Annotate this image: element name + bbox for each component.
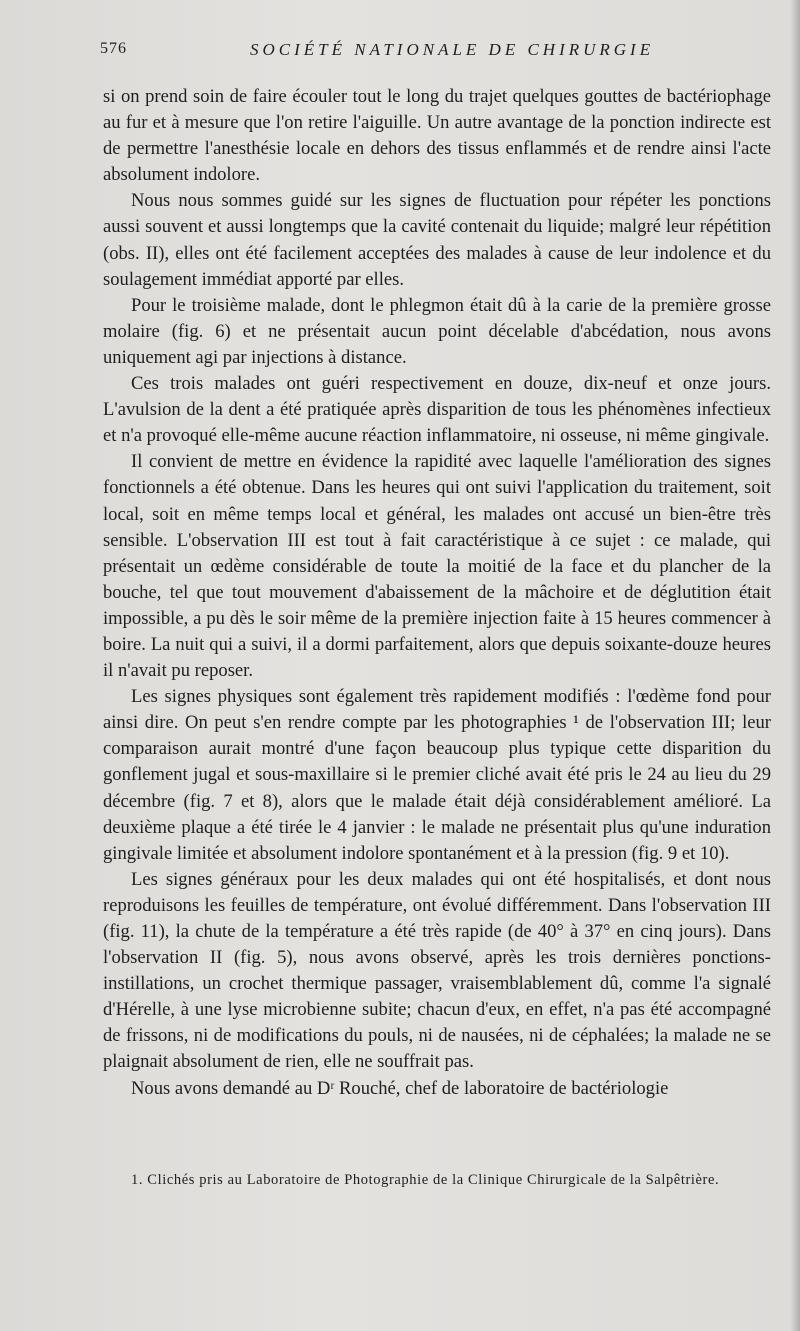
- page-edge-shadow: [790, 0, 800, 1331]
- running-title: SOCIÉTÉ NATIONALE DE CHIRURGIE: [250, 40, 655, 59]
- footnote: 1. Clichés pris au Laboratoire de Photographie de la Clinique Chirurgicale de la Salpêtrière.: [131, 1172, 720, 1188]
- page-number: 576: [100, 40, 127, 57]
- paragraph: Les signes généraux pour les deux malades qui ont été hospitalisés, et dont nous reproduisons les feuilles de température, ont évolué différemment. Dans l'observation III (fig. 11), la chute de la température a été très rapide (de 40° à 37° en cinq jours). Dans l'observation II (fig. 5), nous avons observé, après les trois dernières ponctions-instillations, un crochet thermique passager, vraisemblablement dû, comme l'a signalé d'Hérelle, à une lyse microbienne subite; chacun d'eux, en effet, n'a pas été accompagné de frissons, ni de modifications du pouls, ni de nausées, ni de céphalées; la malade ne se plaignait absolument de rien, elle ne souffrait pas.: [103, 868, 771, 1073]
- paragraph: Nous nous sommes guidé sur les signes de fluctuation pour répéter les ponctions aussi souvent et aussi longtemps que la cavité contenait du liquide; malgré leur répétition (obs. II), elles ont été facilement acceptées des malades à cause de leur indolence et du soulagement immédiat apporté par elles.: [103, 190, 771, 290]
- paragraph: Pour le troisième malade, dont le phlegmon était dû à la carie de la première grosse molaire (fig. 6) et ne présentait aucun point décelable d'abcédation, nous avons uniquement agi par injections à distance.: [103, 294, 771, 368]
- paragraph: Il convient de mettre en évidence la rapidité avec laquelle l'amélioration des signes fonctionnels a été obtenue. Dans les heures qui ont suivi l'application du traitement, soit local, soit en même temps local et général, les malades ont accusé un bien-être très sensible. L'observation III est tout à fait caractéristique à ce sujet : ce malade, qui présentait un œdème considérable de toute la moitié de la face et du plancher de la bouche, tel que tout mouvement d'abaissement de la mâchoire et de déglutition était impossible, a pu dès le soir même de la première injection faite à 15 heures commencer à boire. La nuit qui a suivi, il a dormi parfaitement, alors que depuis soixante-douze heures il n'avait pu reposer.: [103, 451, 771, 682]
- paragraph: Ces trois malades ont guéri respectivement en douze, dix-neuf et onze jours. L'avulsion de la dent a été pratiquée après disparition de tous les phénomènes infectieux et n'a provoqué elle-même aucune réaction inflammatoire, ni osseuse, ni même gingivale.: [103, 373, 771, 447]
- body-text: [103, 84, 771, 1102]
- paragraph: Nous avons demandé au Dʳ Rouché, chef de laboratoire de bactériologie: [131, 1077, 669, 1099]
- running-head: [100, 40, 780, 62]
- paragraph: Les signes physiques sont également très rapidement modifiés : l'œdème fond pour ainsi dire. On peut s'en rendre compte par les photographies ¹ de l'observation III; leur comparaison aurait montré d'une façon beaucoup plus typique cette disparition du gonflement jugal et sous-maxillaire si le premier cliché avait été pris le 24 au lieu du 29 décembre (fig. 7 et 8), alors que le malade était déjà considérablement amélioré. La deuxième plaque a été tirée le 4 janvier : le malade ne présentait plus qu'une induration gingivale limitée et absolument indolore spontanément et à la pression (fig. 9 et 10).: [103, 686, 771, 864]
- paragraph: si on prend soin de faire écouler tout le long du trajet quelques gouttes de bactériophage au fur et à mesure que l'on retire l'aiguille. Un autre avantage de la ponction indirecte est de permettre l'anesthésie locale en dehors des tissus enflammés et de rendre ainsi l'acte absolument indolore.: [103, 86, 771, 186]
